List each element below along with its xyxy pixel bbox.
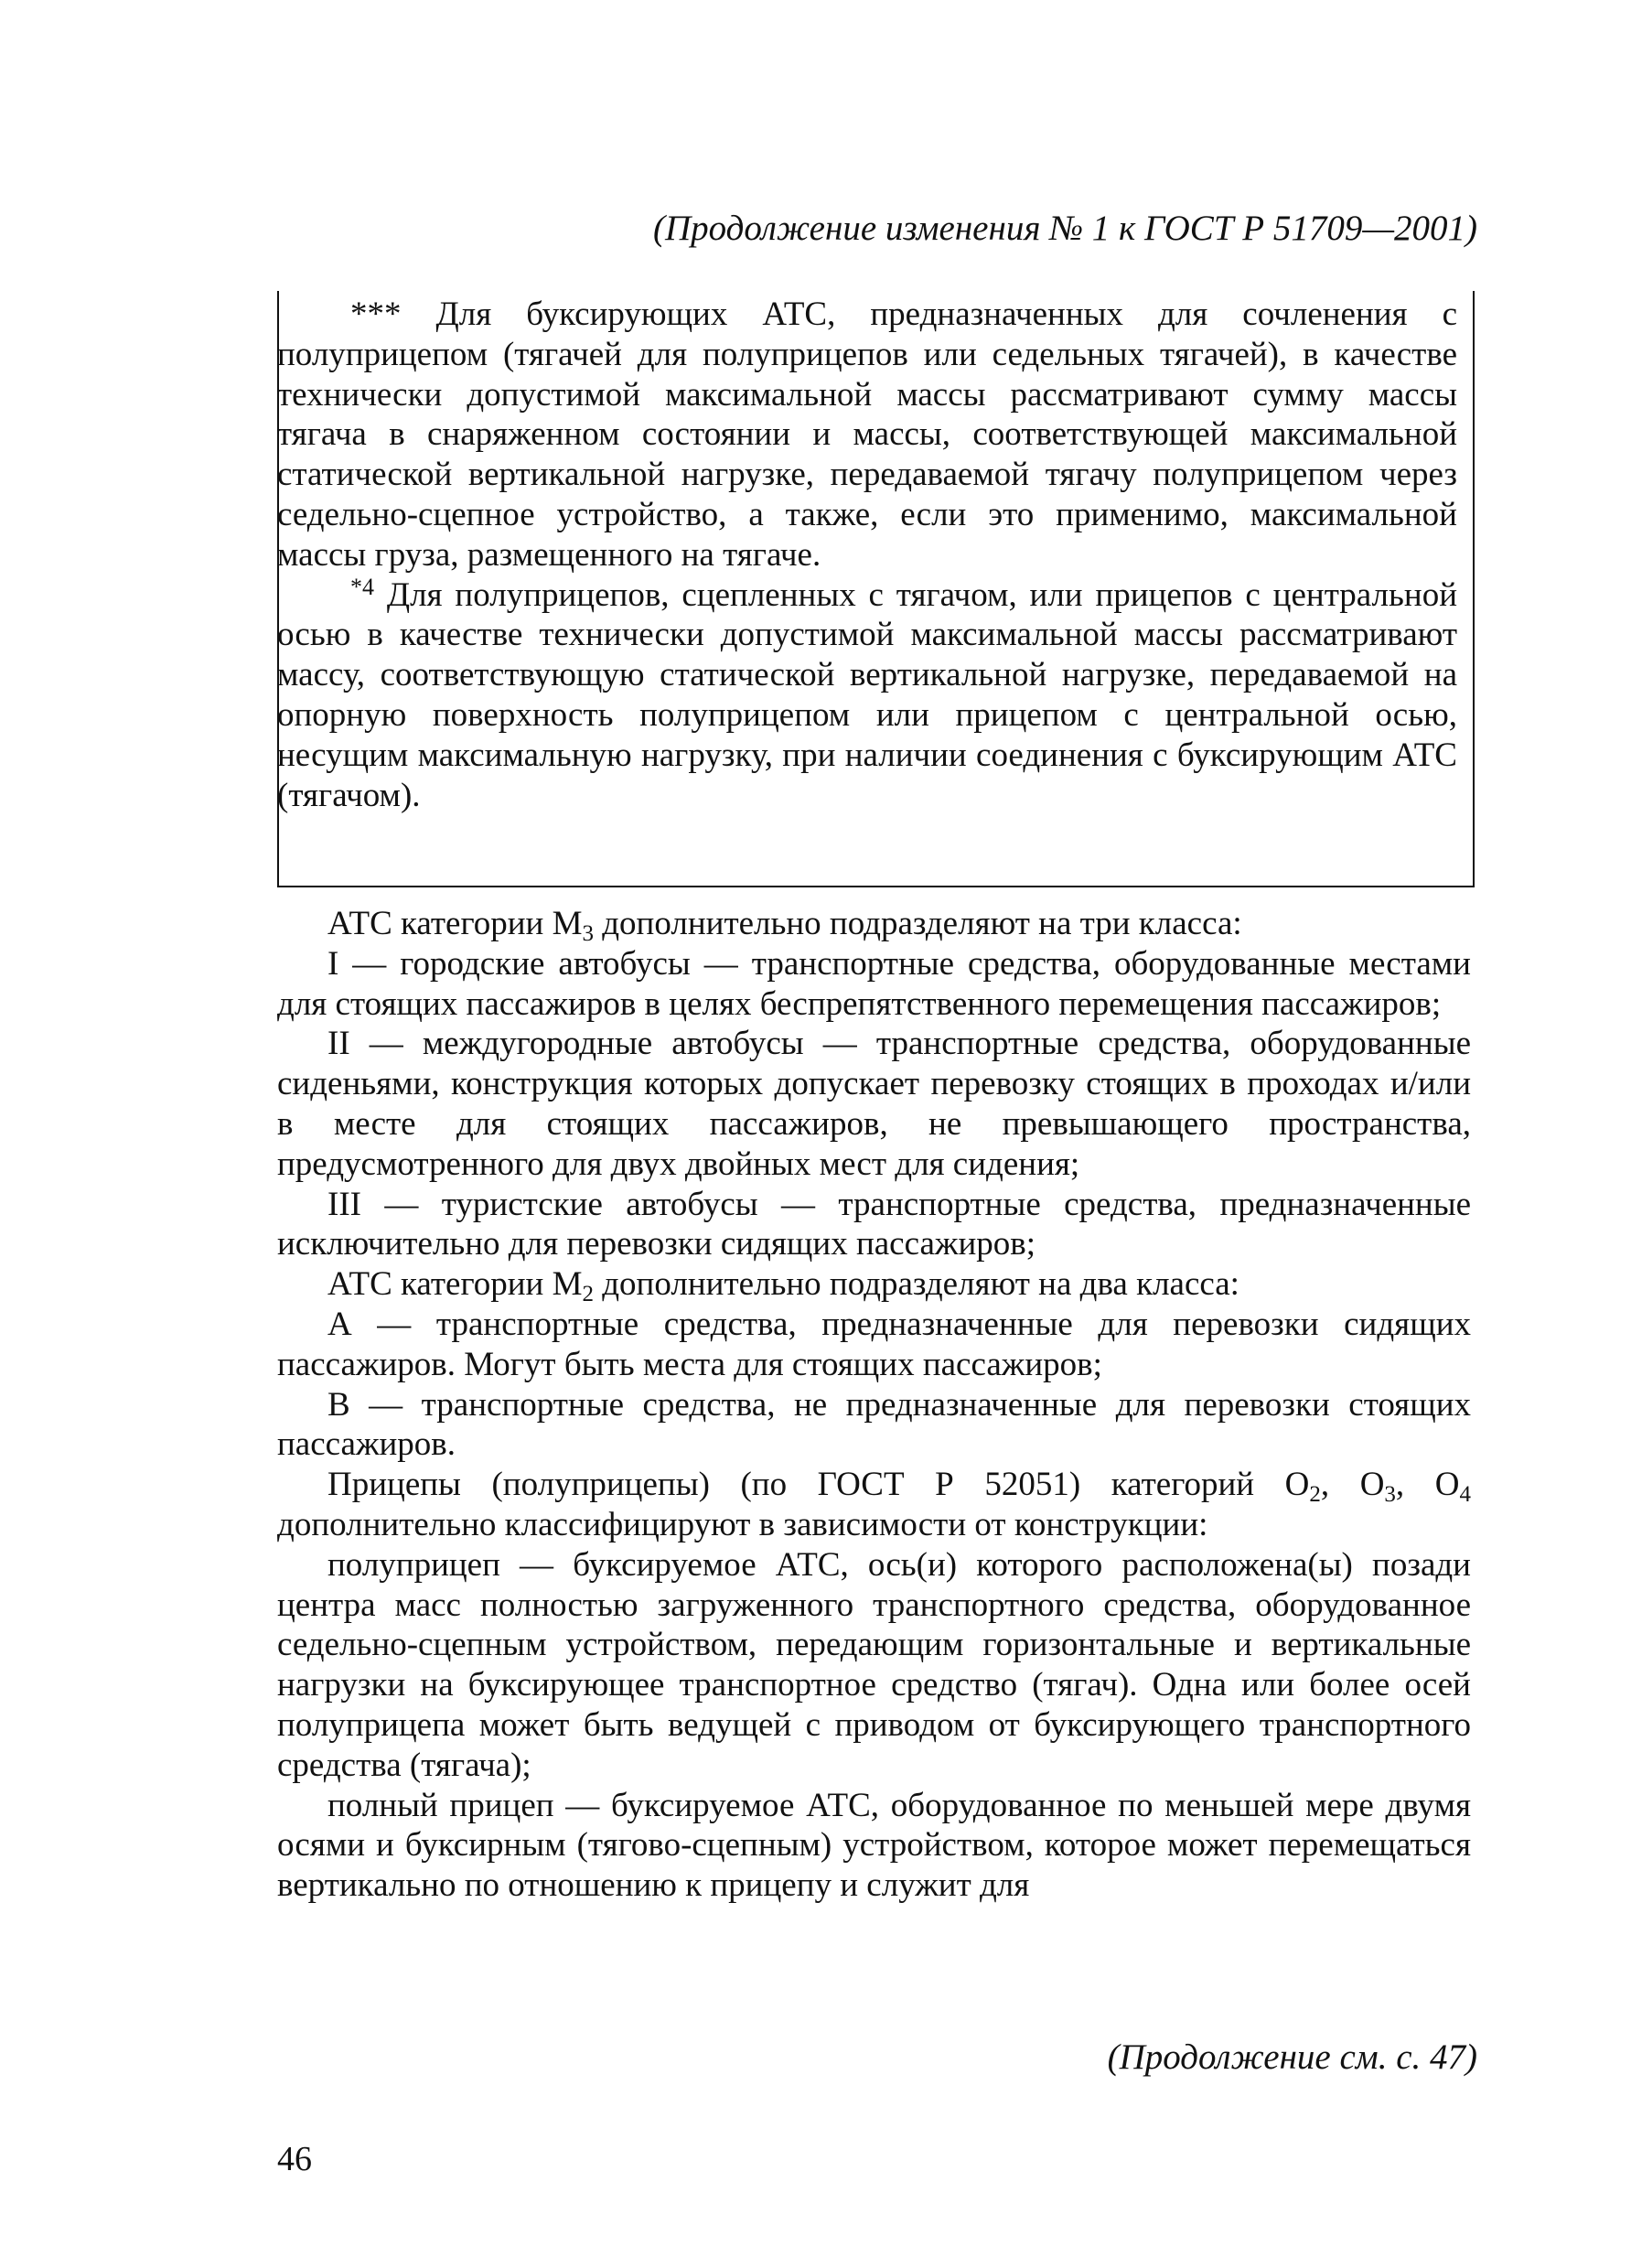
class-iii-paragraph: III — туристские автобусы — транспортные средства, предназначенные исключительно для перевозки сидящих пассажиров; (277, 1185, 1471, 1263)
main-body (277, 904, 1471, 1906)
footnote-3-text: Для буксирующих АТС, предназначенных для сочленения с полуприцепом (тягачей для полуприцепов или седельных тягачей), в качестве технически допустимой максимальной массы рассматривают сумму массы тягача в снаряженном состоянии и массы, соответствующей максимальной статической вертикальной нагрузке, передаваемой тягачу полуприцепом через седельно-сцепное устройство, а также, если это применимо, максимальной массы груза, размещенного на тягаче. (277, 296, 1457, 574)
m2-classes-intro (277, 1264, 1471, 1305)
m3-intro-text-end: дополнительно подразделяют на три класса: (593, 905, 1242, 942)
footnote-4-text: Для полуприцепов, сцепленных с тягачом, или прицепов с центральной осью в качестве технически допустимой максимальной массы рассматривают массу, соответствующую статической вертикальной нагрузке, передаваемой на опорную поверхность полуприцепом или прицепом с центральной осью, несущим максимальную нагрузку, при наличии соединения с буксирующим АТС (тягачом). (277, 575, 1457, 814)
o3-subscript: 3 (1384, 1482, 1396, 1508)
m3-classes-intro (277, 904, 1471, 944)
footnote-3 (277, 295, 1457, 575)
trailers-intro (277, 1465, 1471, 1545)
trailers-intro-text-end: дополнительно классифицируют в зависимости от конструкции: (277, 1505, 1208, 1543)
footnote-4 (277, 575, 1457, 816)
o2-subscript: 2 (1309, 1482, 1321, 1508)
continuation-header: (Продолжение изменения № 1 к ГОСТ Р 51709—2001) (653, 209, 1477, 248)
m2-intro-text: АТС категории М (327, 1265, 583, 1304)
o4-subscript: 4 (1459, 1482, 1471, 1508)
class-ii-paragraph: II — междугородные автобусы — транспортные средства, оборудованные сиденьями, конструкция которых допускает перевозку стоящих в проходах и/или в месте для стоящих пассажиров, не превышающего пространства, предусмотренного для двух двойных мест для сидения; (277, 1025, 1471, 1183)
m3-intro-text: АТС категории М (327, 905, 583, 942)
trailers-intro-sep-1: , О (1320, 1466, 1385, 1504)
footnote-4-mark: *4 (350, 573, 374, 600)
class-b-paragraph: В — транспортные средства, не предназначенные для перевозки стоящих пассажиров. (277, 1385, 1471, 1464)
page-number: 46 (277, 2140, 312, 2178)
full-trailer-paragraph: полный прицеп — буксируемое АТС, оборудованное по меньшей мере двумя осями и буксирным (тягово-сцепным) устройством, которое может перемещаться вертикально по отношению к прицепу и служит для (277, 1786, 1471, 1905)
m2-subscript: 2 (582, 1282, 594, 1307)
m3-subscript: 3 (582, 921, 594, 946)
trailers-intro-sep-2: , О (1395, 1466, 1460, 1504)
footnote-box-content (277, 295, 1457, 815)
continuation-footer: (Продолжение см. с. 47) (1107, 2037, 1477, 2077)
trailers-intro-text: Прицепы (полуприцепы) (по ГОСТ Р 52051) категорий О (327, 1466, 1310, 1504)
semitrailer-paragraph: полуприцеп — буксируемое АТС, ось(и) которого расположена(ы) позади центра масс полностью загруженного транспортного средства, оборудованное седельно-сцепным устройством, передающим горизонтальные и вертикальные нагрузки на буксирующее транспортное средство (тягач). Одна или более осей полуприцепа может быть ведущей с приводом от буксирующего транспортного средства (тягача); (277, 1545, 1471, 1784)
class-a-paragraph: А — транспортные средства, предназначенные для перевозки сидящих пассажиров. Могут быть места для стоящих пассажиров; (277, 1305, 1471, 1383)
class-i-paragraph: I — городские автобусы — транспортные средства, оборудованные местами для стоящих пассажиров в целях беспрепятственного перемещения пассажиров; (277, 944, 1471, 1023)
m2-intro-text-end: дополнительно подразделяют на два класса: (593, 1265, 1239, 1304)
footnote-3-mark: *** (350, 296, 402, 333)
